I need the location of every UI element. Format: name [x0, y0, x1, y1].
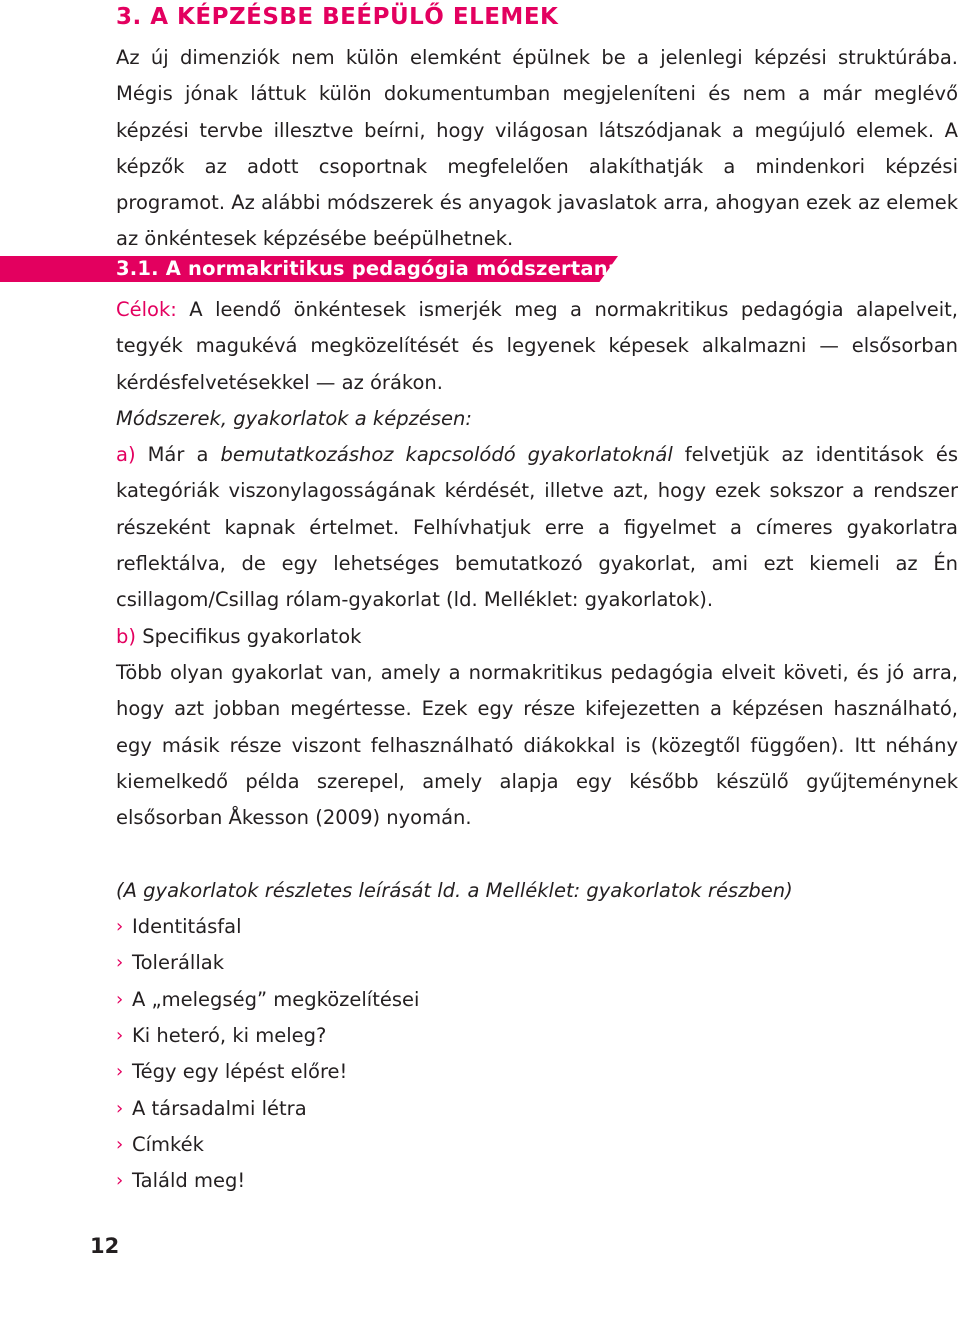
part-b-heading [116, 619, 958, 655]
part-a-label: a) [116, 443, 136, 467]
exercise-list [116, 909, 958, 1199]
chevron-right-icon: › [116, 1061, 124, 1083]
list-item [116, 909, 958, 945]
subheading: 3.1. A normakritikus pedagógia módszertana [116, 257, 622, 280]
list-item-label: Identitásfal [132, 915, 242, 939]
list-item-label: A társadalmi létra [132, 1096, 307, 1120]
intro-paragraph: Az új dimenziók nem külön elemként épülnek be a jelenlegi képzési struktúrába. Mégis jónak láttuk külön dokumentumban megjeleníteni és nem a már meglévő képzési tervbe illesztve beírni, hogy világosan látszódjanak a megújuló elemek. A képzők az adott csoportnak megfelelően alakíthatják a mindenkori képzési programot. Az alábbi módszerek és anyagok javaslatok arra, ahogyan ezek az elemek az önkéntesek képzésébe beépülhetnek. [116, 46, 958, 251]
list-item-label: Találd meg! [132, 1169, 246, 1193]
page-number: 12 [90, 1234, 120, 1258]
list-item-label: A „melegség” megközelítései [132, 987, 420, 1011]
body-text [116, 292, 958, 1199]
methods-heading: Módszerek, gyakorlatok a képzésen: [116, 406, 472, 430]
list-item [116, 1018, 958, 1054]
goals-paragraph [116, 292, 958, 401]
exercises-note: (A gyakorlatok részletes leírását ld. a Melléklet: gyakorlatok részben) [116, 878, 793, 902]
goals-label: Célok: [116, 298, 177, 321]
chevron-right-icon: › [116, 952, 124, 974]
chevron-right-icon: › [116, 916, 124, 938]
list-item [116, 982, 958, 1018]
part-b-paragraph: Több olyan gyakorlat van, amely a normakritikus pedagógia elveit követi, és jó arra, hogy azt jobban megértesse. Ezek egy része kifejezetten a képzésen használható, egy másik része viszont felhasználható diákokkal is (közegtől függően). Itt néhány kiemelkedő példa szerepel, amely alapja egy később készülő gyűjteménynek elsősorban Åkesson (2009) nyomán. [116, 660, 958, 830]
part-a-emphasis: bemutatkozáshoz kapcsolódó gyakorlatoknál [220, 443, 673, 467]
list-item [116, 1054, 958, 1090]
list-item-label: Tégy egy lépést előre! [132, 1060, 348, 1084]
chevron-right-icon: › [116, 1097, 124, 1119]
part-a-text-before: Már a [135, 443, 221, 467]
chevron-right-icon: › [116, 1133, 124, 1155]
list-item-label: Tolerállak [132, 951, 224, 975]
chevron-right-icon: › [116, 1170, 124, 1192]
goals-text: A leendő önkéntesek ismerjék meg a normakritikus pedagógia alapelveit, tegyék magukévá megközelítését és legyenek képesek alkalmazni — elsősorban kérdésfelvetésekkel — az órákon. [116, 298, 958, 394]
section-title: 3. A KÉPZÉSBE BEÉPÜLŐ ELEMEK [116, 4, 559, 30]
chevron-right-icon: › [116, 988, 124, 1010]
spacer [116, 836, 958, 872]
list-item-label: Ki heteró, ki meleg? [132, 1023, 327, 1047]
part-b-label: b) [116, 624, 136, 648]
part-a-text-after: felvetjük az identitások és kategóriák viszonylagosságának kérdését, illetve azt, hogy ezek sokszor a rendszer részeként kapnak értelmet. Felhívhatjuk erre a figyelmet a címeres gyakorlatra reflektálva, de egy lehetséges bemutatkozó gyakorlat, ami ezt kiemeli az Én csillagom/Csillag rólam-gyakorlat (ld. Melléklet: gyakorlatok). [116, 443, 958, 612]
part-a-paragraph [116, 437, 958, 618]
list-item [116, 1091, 958, 1127]
list-item [116, 1163, 958, 1199]
part-b-title: Specifikus gyakorlatok [136, 624, 362, 648]
list-item [116, 1127, 958, 1163]
list-item [116, 945, 958, 981]
chevron-right-icon: › [116, 1024, 124, 1046]
list-item-label: Címkék [132, 1132, 204, 1156]
